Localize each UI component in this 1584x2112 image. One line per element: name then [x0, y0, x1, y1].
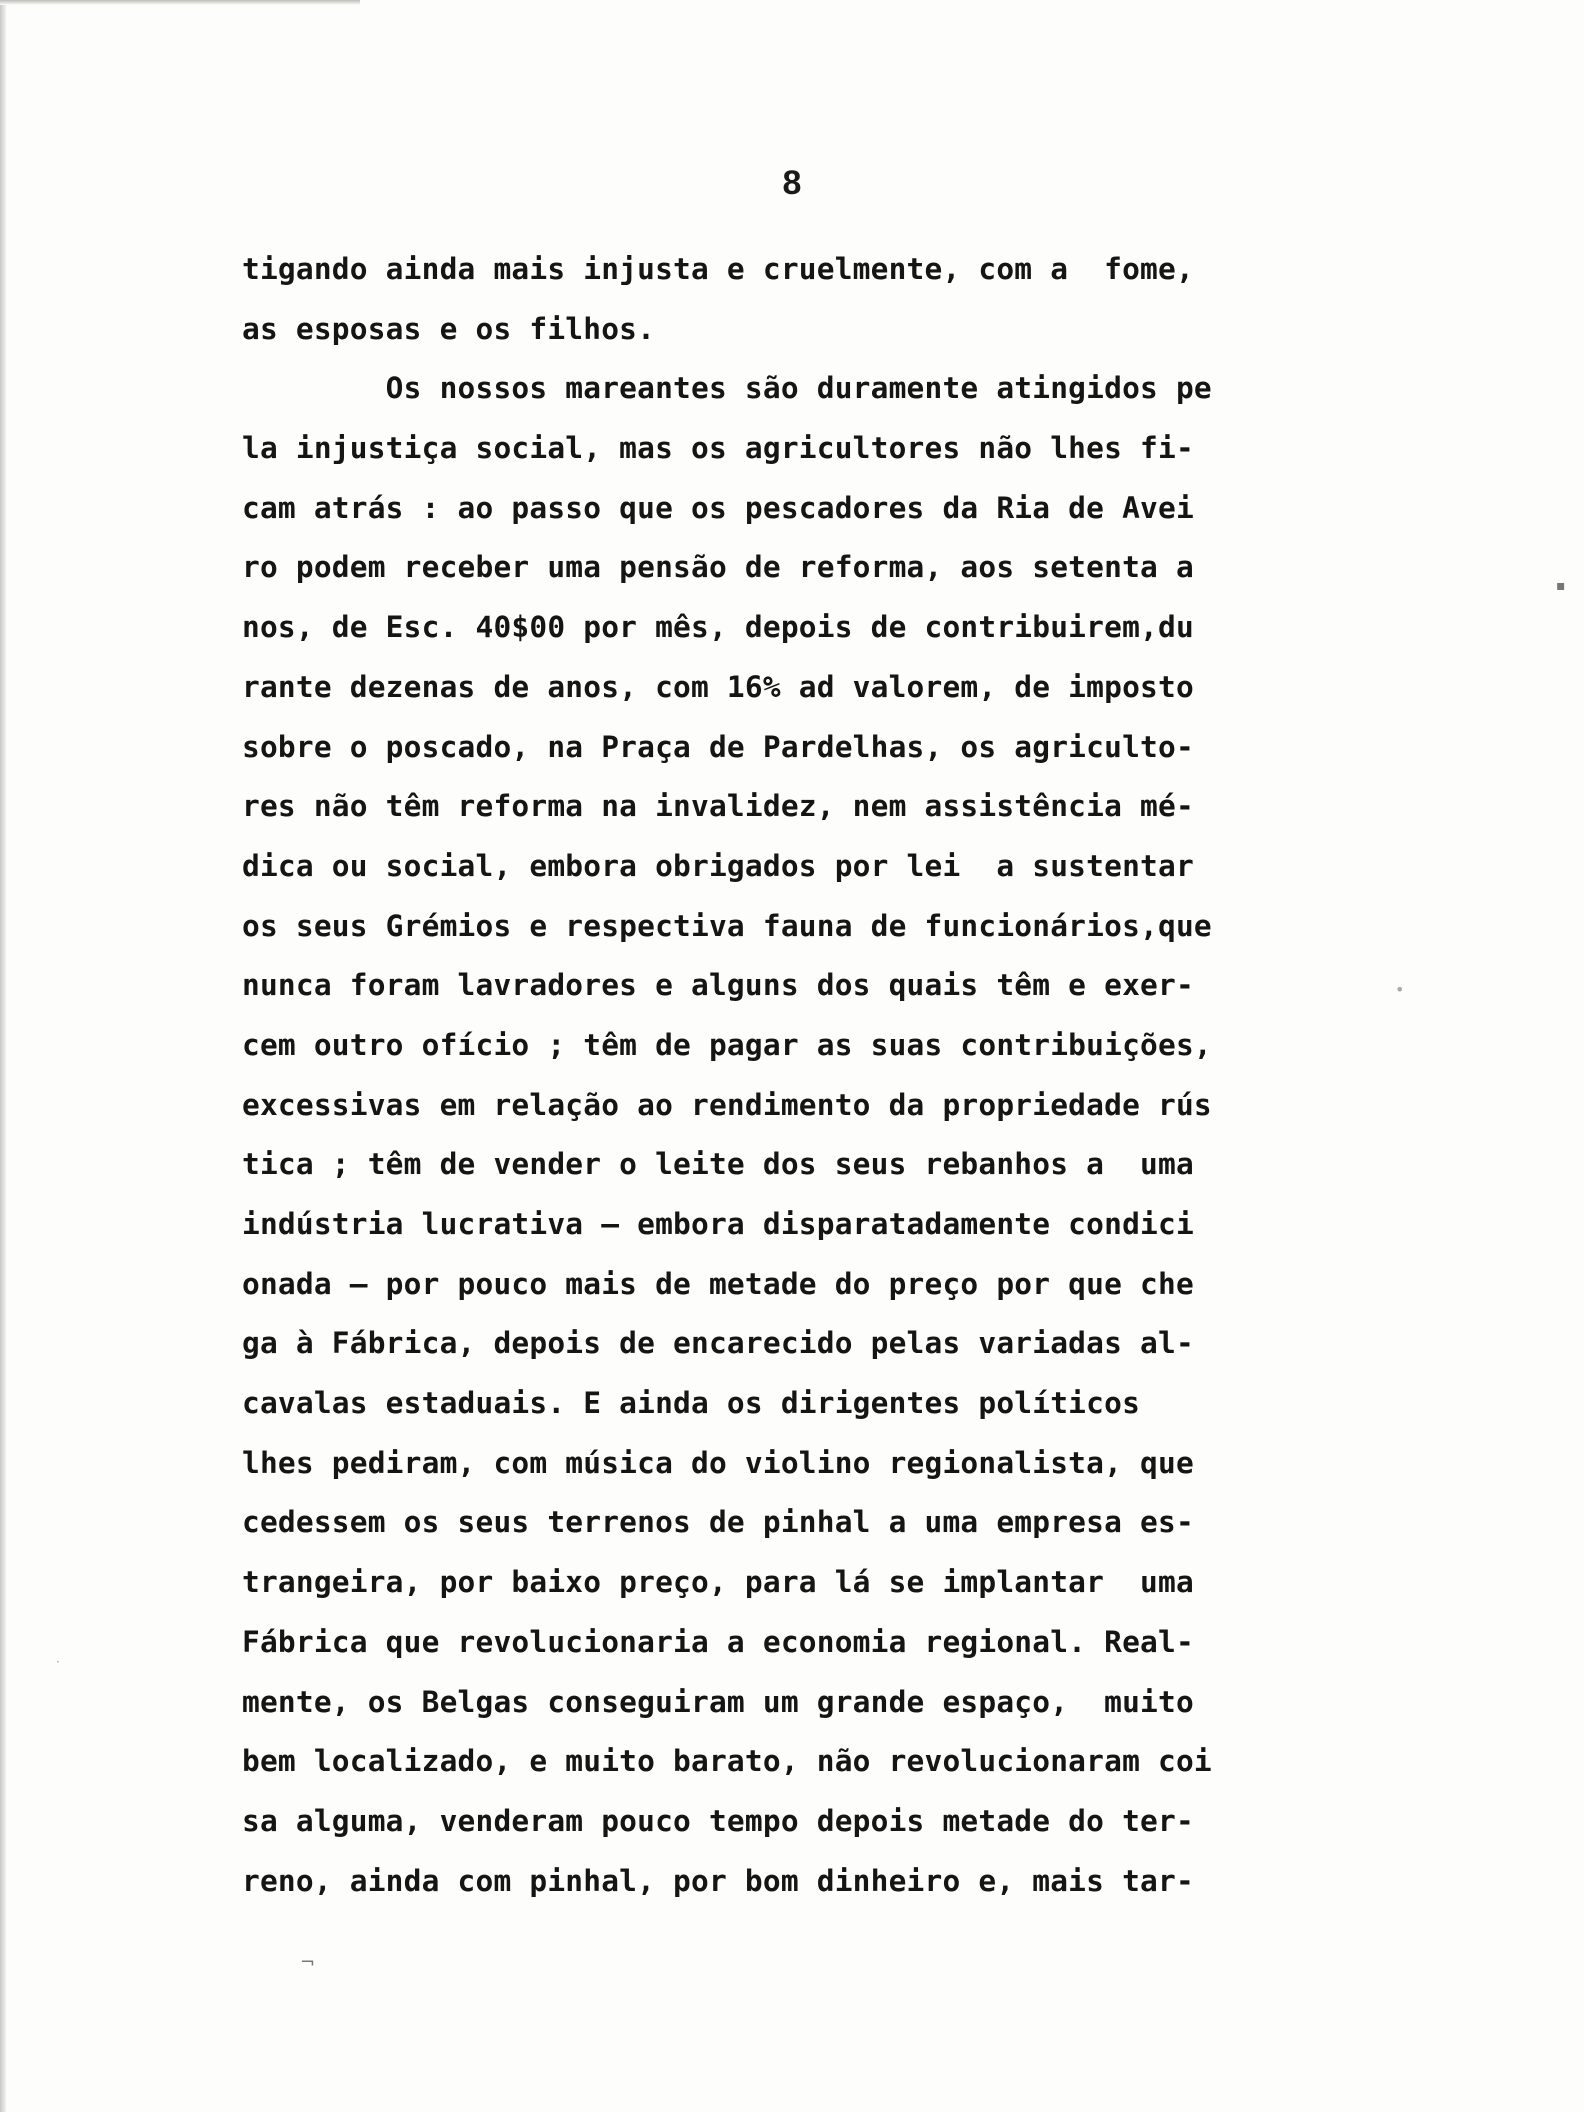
text-line: onada — por pouco mais de metade do preço por que che — [242, 1266, 1194, 1301]
text-line: cedessem os seus terrenos de pinhal a uma empresa es- — [242, 1505, 1194, 1540]
text-line: bem localizado, e muito barato, não revolucionaram coi — [242, 1744, 1212, 1779]
scan-edge-left — [0, 0, 6, 2112]
text-line: sa alguma, venderam pouco tempo depois metade do ter- — [242, 1803, 1194, 1838]
text-line: dica ou social, embora obrigados por lei a sustentar — [242, 848, 1194, 883]
text-line: os seus Grémios e respectiva fauna de funcionários,que — [242, 908, 1212, 943]
scan-edge-top — [0, 0, 360, 5]
text-line: Fábrica que revolucionaria a economia regional. Real- — [242, 1624, 1194, 1659]
text-line: indústria lucrativa — embora disparatadamente condici — [242, 1207, 1194, 1241]
page-number: 8 — [782, 164, 802, 202]
text-line: tigando ainda mais injusta e cruelmente, com a fome, — [242, 252, 1194, 286]
text-line: lhes pediram, com música do violino regionalista, que — [242, 1445, 1194, 1480]
scan-speck: • — [1395, 980, 1405, 999]
text-line: tica ; têm de vender o leite dos seus rebanhos a uma — [242, 1147, 1194, 1182]
text-line: trangeira, por baixo preço, para lá se implantar uma — [242, 1565, 1194, 1600]
text-line: res não têm reforma na invalidez, nem assistência mé- — [242, 789, 1194, 824]
text-line: excessivas em relação ao rendimento da propriedade rús — [242, 1087, 1212, 1122]
text-line: ro podem receber uma pensão de reforma, aos setenta a — [242, 550, 1194, 585]
scan-speck: ▪ — [1556, 578, 1566, 594]
text-line: nunca foram lavradores e alguns dos quais têm e exer- — [242, 968, 1194, 1003]
text-line: Os nossos mareantes são duramente atingidos pe — [242, 371, 1212, 406]
text-line: cam atrás : ao passo que os pescadores da Ria de Avei — [242, 490, 1194, 525]
scan-speck: ¬ — [300, 1952, 316, 1973]
text-line: reno, ainda com pinhal, por bom dinheiro e, mais tar- — [242, 1863, 1194, 1898]
text-line: cavalas estaduais. E ainda os dirigentes políticos — [242, 1386, 1141, 1421]
text-line: la injustiça social, mas os agricultores não lhes fi- — [242, 431, 1194, 466]
body-text — [242, 240, 1392, 1911]
text-line: mente, os Belgas conseguiram um grande espaço, muito — [242, 1684, 1194, 1719]
text-line: ga à Fábrica, depois de encarecido pelas variadas al- — [242, 1326, 1194, 1361]
text-line: sobre o poscado, na Praça de Pardelhas, os agriculto- — [242, 729, 1194, 764]
scan-speck: · — [56, 1655, 60, 1669]
text-line: cem outro ofício ; têm de pagar as suas contribuições, — [242, 1027, 1212, 1062]
text-line: nos, de Esc. 40$00 por mês, depois de contribuirem,du — [242, 610, 1194, 645]
text-line: as esposas e os filhos. — [242, 311, 656, 346]
text-line: rante dezenas de anos, com 16% ad valorem, de imposto — [242, 669, 1194, 704]
